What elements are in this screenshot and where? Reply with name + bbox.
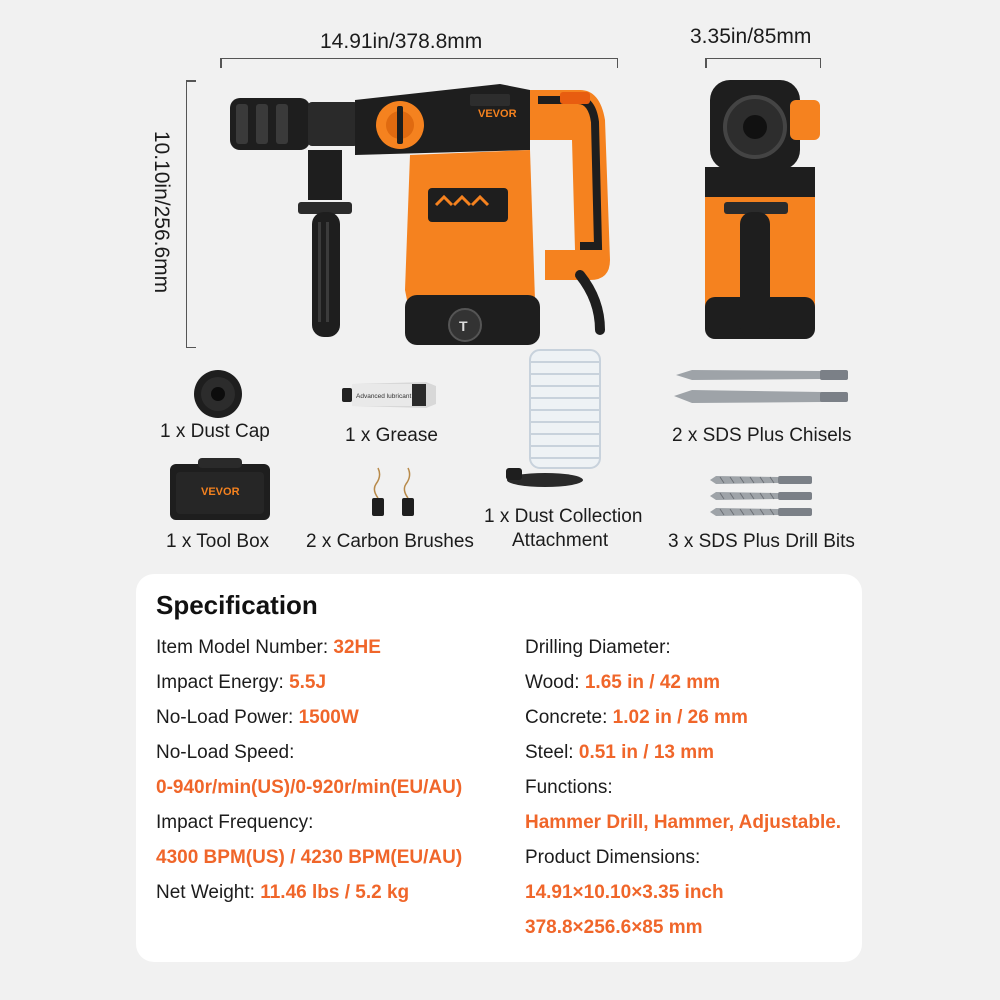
spec-frequency-value: 4300 BPM(US) / 4230 BPM(EU/AU)	[156, 847, 463, 868]
dust-collection-caption-line2: Attachment	[512, 530, 609, 551]
spec-energy-value: 5.5J	[289, 672, 327, 693]
dust-cap-image	[192, 368, 244, 420]
tool-box-caption: 1 x Tool Box	[166, 531, 270, 552]
svg-text:T: T	[459, 318, 468, 334]
grease-tube-label: Advanced lubricant	[356, 393, 412, 400]
spec-model-value: 32HE	[333, 637, 381, 658]
specification-card	[136, 574, 862, 962]
carbon-brushes-image	[368, 466, 420, 518]
spec-model	[156, 637, 381, 659]
spec-power-label: No-Load Power:	[156, 707, 299, 728]
spec-concrete-label: Concrete:	[525, 707, 613, 728]
spec-steel-label: Steel:	[525, 742, 579, 763]
spec-dimensions-inch: 14.91×10.10×3.35 inch	[525, 882, 724, 903]
spec-functions-value: Hammer Drill, Hammer, Adjustable.	[525, 812, 842, 833]
tool-box-image	[168, 456, 272, 522]
spec-model-label: Item Model Number:	[156, 637, 334, 658]
spec-weight-value: 11.46 lbs / 5.2 kg	[260, 882, 410, 903]
chisels-image	[672, 366, 852, 410]
spec-drilling-label: Drilling Diameter:	[525, 637, 671, 658]
spec-power-value: 1500W	[298, 707, 359, 728]
spec-weight-label: Net Weight:	[156, 882, 261, 903]
spec-wood-label: Wood:	[525, 672, 585, 693]
spec-energy-label: Impact Energy:	[156, 672, 290, 693]
length-dimension-label: 14.91in/378.8mm	[320, 30, 483, 53]
grease-caption: 1 x Grease	[345, 425, 438, 446]
rotary-hammer-side-view	[200, 70, 640, 360]
spec-wood	[525, 672, 720, 694]
drill-logo: VEVOR	[478, 108, 517, 120]
spec-power	[156, 707, 359, 729]
rotary-hammer-front-view	[700, 72, 830, 347]
height-dimension-label: 10.10in/256.6mm	[150, 130, 173, 294]
spec-energy	[156, 672, 326, 694]
spec-speed-label: No-Load Speed:	[156, 742, 295, 763]
spec-concrete	[525, 707, 748, 729]
specification-title: Specification	[156, 590, 318, 620]
carbon-brushes-caption: 2 x Carbon Brushes	[306, 531, 474, 552]
dust-collection-caption-line1: 1 x Dust Collection	[484, 506, 643, 527]
chisels-caption: 2 x SDS Plus Chisels	[672, 425, 852, 446]
dust-collection-image	[500, 344, 610, 494]
spec-dimensions-label: Product Dimensions:	[525, 847, 701, 868]
width-dimension-line	[705, 58, 821, 68]
spec-concrete-value: 1.02 in / 26 mm	[612, 707, 748, 728]
spec-speed-value: 0-940r/min(US)/0-920r/min(EU/AU)	[156, 777, 463, 798]
spec-weight	[156, 882, 409, 904]
spec-steel	[525, 742, 714, 764]
tool-box-logo: VEVOR	[201, 486, 240, 498]
dust-cap-caption: 1 x Dust Cap	[160, 421, 270, 442]
length-dimension-line	[220, 58, 618, 68]
width-dimension-label: 3.35in/85mm	[690, 25, 812, 48]
spec-steel-value: 0.51 in / 13 mm	[578, 742, 715, 763]
height-dimension-line	[186, 80, 196, 348]
drill-bits-image	[708, 472, 816, 520]
spec-functions-label: Functions:	[525, 777, 613, 798]
spec-frequency-label: Impact Frequency:	[156, 812, 314, 833]
grease-tube-image	[340, 380, 440, 410]
drill-bits-caption: 3 x SDS Plus Drill Bits	[668, 531, 855, 552]
spec-wood-value: 1.65 in / 42 mm	[584, 672, 721, 693]
spec-dimensions-mm: 378.8×256.6×85 mm	[525, 917, 703, 938]
